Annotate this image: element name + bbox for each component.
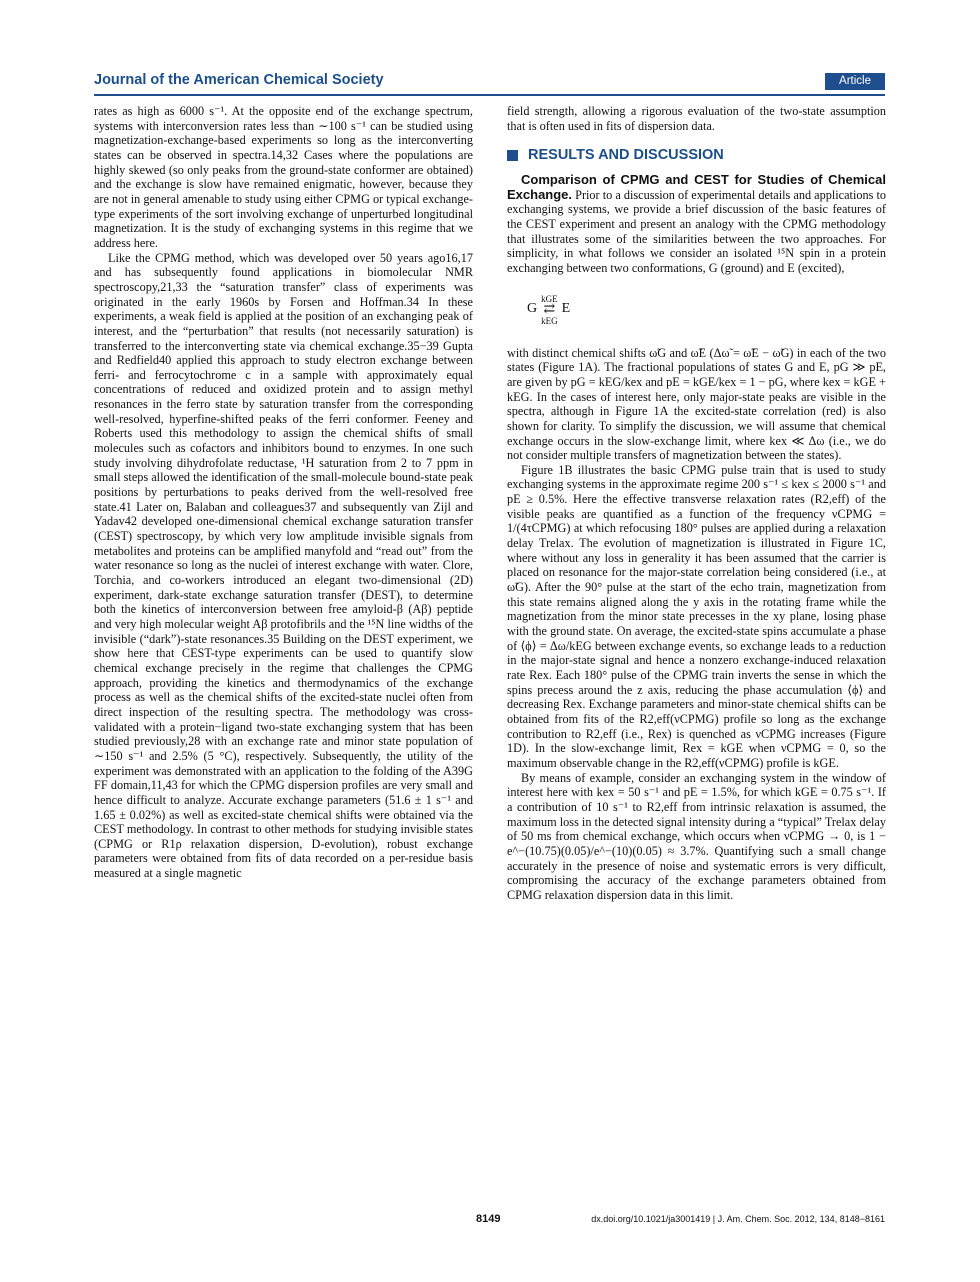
paragraph <box>507 173 886 276</box>
journal-title: Journal of the American Chemical Society <box>94 72 384 88</box>
paragraph: Figure 1B illustrates the basic CPMG pulse train that is used to study exchanging systems in the approximate regime 200 s⁻¹ ≤ kex ≤ 2000 s⁻¹ and pE ≥ 0.5%. Here the effective transverse relaxation rates (R2,eff) of the visible peaks are quantified as a function of the frequency νCPMG = 1/(4τCPMG) at which refocusing 180° pulses are applied during a relaxation delay Trelax. The evolution of magnetization is illustrated in Figure 1C, where without any loss in generality it has been assumed that the carrier is placed on resonance for the major-state correlation being considered (i.e., at ω̃G). After the 90° pulse at the start of the echo train, magnetization from this state remains aligned along the y axis in the rotating frame while the magnetization from the minor state precesses in the xy plane, losing phase with the ground state. On average, the excited-state spins accumulate a phase of ⟨ϕ⟩ = Δω/kEG between exchange events, so exchange leads to a reduction in the major-state signal and hence a nonzero exchange-induced relaxation rate Rex. Each 180° pulse of the CPMG train inverts the sense in which the spins precess around the z axis, reducing the phase accumulation ⟨ϕ⟩ and decreasing Rex. Exchange parameters and minor-state chemical shifts can be obtained from fits of the R2,eff(νCPMG) profile so long as the exchange contribution to R2,eff (i.e., Rex) is quenched as νCPMG increases (Figure 1D). In the slow-exchange limit, Rex = kGE when νCPMG = 0, so the maximum observable change in the R2,eff(νCPMG) profile is kGE. <box>507 462 886 770</box>
section-title: RESULTS AND DISCUSSION <box>528 147 724 164</box>
paragraph: field strength, allowing a rigorous evaluation of the two-state assumption that is often used in fits of dispersion data. <box>507 104 886 133</box>
equation-arrows <box>541 294 558 326</box>
equation-state-e: E <box>561 301 571 317</box>
rate-constant-top: kGE <box>541 293 558 304</box>
paragraph: Like the CPMG method, which was developed over 50 years ago16,17 and has subsequently found applications in biomolecular NMR spectroscopy,21,33 the “saturation transfer” class of experiments was originated in the early 1960s by Forsen and Hoffman.34 In these experiments, a weak field is applied at the position of an exchanging peak of interest, and the “perturbation” that results (not necessarily saturation) is transferred to the interconverting state via chemical exchange.35−39 Gupta and Redfield40 applied this approach to study electron exchange between ferri- and ferrocytochrome c in a sample with approximately equal concentrations of reduced and oxidized protein and to assign methyl resonances in the ferro state by saturation transfer from the corresponding well-resolved, hyperfine-shifted peaks of the ferri conformer. Feeney and Roberts used this methodology to assign the chemical shifts of small molecules such as cofactors and inhibitors bound to enzymes. In one such study involving dihydrofolate reductase, ¹H saturation from 2 to 7 ppm in small steps allowed the identification of the small-molecule bound-state peak positions by perturbations to peaks derived from the well-resolved free state.41 Later on, Balaban and colleagues37 and subsequently van Zijl and Yadav42 developed one-dimensional chemical exchange saturation transfer (CEST) spectroscopy, by which very low amplitude invisible signals from metabolites and proteins can be amplified manyfold and “read out” from the water resonance so long as the nuclei of interest exchange with water. Clore, Torchia, and co-workers introduced an elegant two-dimensional (2D) experiment, dark-state exchange saturation transfer (DEST), to determine both the kinetics of interconversion between free amyloid-β (Aβ) peptide and very high molecular weight Aβ protofibrils and the ¹⁵N line widths of the invisible (“dark”)-state resonances.35 Building on the DEST experiment, we show here that CEST-type experiments can be used to quantify slow chemical exchange precisely in the regime that challenges the CPMG approach, providing the kinetics and thermodynamics of the exchange process as well as the chemical shifts of the excited-state nuclei often from direct inspection of the resulting spectra. The methodology was cross-validated with a protein−ligand two-state exchanging system that has been studied previously,28 with an exchange rate and minor state population of ∼150 s⁻¹ and 2.5% (5 °C), respectively. Subsequently, the utility of the experiment was demonstrated with an application to the folding of the A39G FF domain,11,43 for which the CPMG dispersion profiles are very small and hence difficult to analyze. Accurate exchange parameters (51.6 ± 1 s⁻¹ and 1.65 ± 0.02%) as well as excited-state chemical shifts were obtained via the CEST methodology. In contrast to other methods for studying invisible states (CPMG or R1ρ relaxation dispersion, D-evolution), robust exchange parameters were obtained from fits of data recorded on a per-residue basis measured at a single magnetic <box>94 250 473 881</box>
paragraph: rates as high as 6000 s⁻¹. At the opposite end of the exchange spectrum, systems with interconversion rates less than ∼100 s⁻¹ can be studied using magnetization-exchange-based experiments so long as the interconverting states can be observed in spectra.14,32 Cases where the populations are highly skewed (so only peaks from the ground-state conformer are obtained) and the exchange is slow have remained enigmatic, however, because they are not in general amenable to study using either CPMG or typical exchange-type experiments of the sort involving exchange of unperturbed longitudinal magnetization. It is the study of exchanging systems in this regime that we address here. <box>94 104 473 250</box>
paragraph: By means of example, consider an exchanging system in the window of interest here with kex = 50 s⁻¹ and pE = 1.5%, for which kGE = 0.75 s⁻¹. If a contribution of 10 s⁻¹ to R2,eff from intrinsic relaxation is assumed, the maximum loss in the detected signal intensity during a “typical” Trelax delay of 50 ms from chemical exchange, which occurs when νCPMG → 0, is 1 − e^−(10.75)(0.05)/e^−(10)(0.05) ≈ 3.7%. Quantifying such a small change accurately in the presence of noise and systematic errors is very difficult, compromising the accuracy of the exchange parameters obtained from CPMG relaxation dispersion data in this limit. <box>507 770 886 902</box>
equation-state-g: G <box>527 301 538 317</box>
section-heading <box>507 148 886 163</box>
article-type-badge: Article <box>825 73 885 90</box>
citation: dx.doi.org/10.1021/ja3001419 | J. Am. Chem. Soc. 2012, 134, 8148−8161 <box>591 1214 885 1224</box>
left-column <box>94 104 473 881</box>
header-rule <box>94 94 885 96</box>
subsection-title: Comparison of CPMG and CEST for Studies of Chemical Exchange. <box>507 171 886 202</box>
page-header <box>94 72 885 92</box>
rate-constant-bottom: kEG <box>541 315 558 326</box>
exchange-equation <box>527 288 886 332</box>
page-number: 8149 <box>476 1213 501 1225</box>
equilibrium-arrow-icon: ⇄ <box>543 301 556 317</box>
paragraph: with distinct chemical shifts ω̃G and ω̃E (Δω̃ = ω̃E − ω̃G) in each of the two states (Figure 1A). The fractional populations of states G and E, pG ≫ pE, are given by pG = kEG/kex and pE = kGE/kex = 1 − pG, where kex = kGE + kEG. In the cases of interest here, only major-state peaks are visible in the spectra, although in Figure 1A the excited-state correlation (red) is also shown for clarity. To simplify the discussion, we will assume that chemical exchange occurs in the slow-exchange limit, where kex ≪ Δω (i.e., we do not consider multiple transfers of magnetization between the states). <box>507 345 886 463</box>
right-column <box>507 104 886 903</box>
paragraph-text: Prior to a discussion of experimental details and applications to exchanging systems, we provide a brief discussion of the basic features of the CEST experiment and present an analogy with the CPMG methodology that illustrates some of the similarities between the two approaches. For simplicity, in what follows we consider an isolated ¹⁵N spin in a protein exchanging between two conformations, G (ground) and E (excited), <box>507 187 886 275</box>
section-square-icon <box>507 150 518 161</box>
